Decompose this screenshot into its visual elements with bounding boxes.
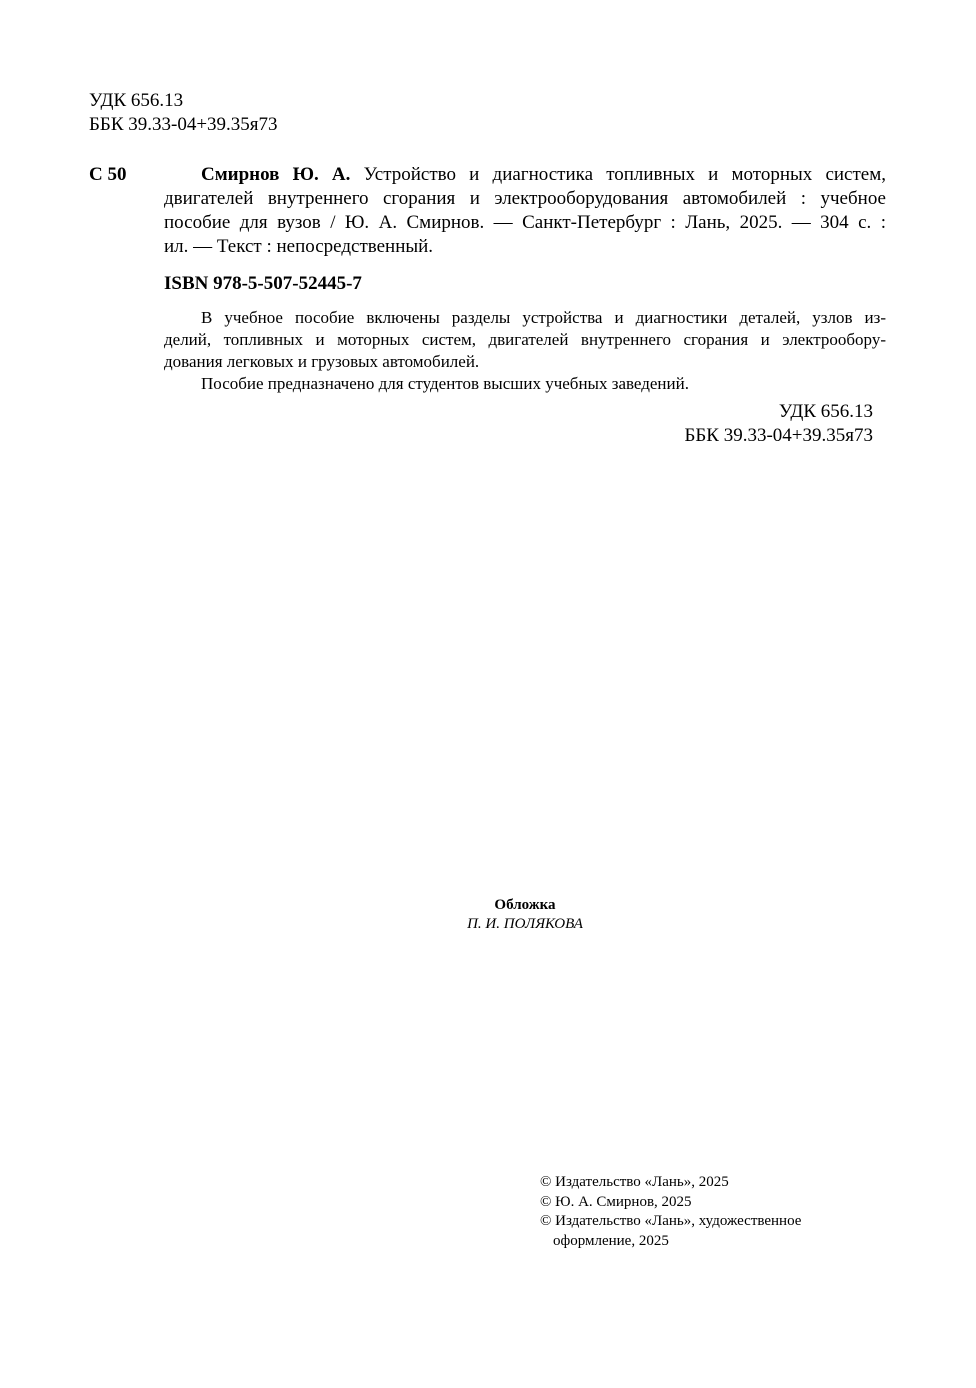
bibliographic-description (164, 163, 886, 259)
copyright-block (540, 1173, 801, 1251)
book-title-start: Устройство и диагностика топливных и моторных систем, (363, 164, 886, 185)
cover-label: Обложка (494, 897, 556, 913)
annotation (164, 307, 886, 395)
bib-line-4: ил. — Текст : непосредственный. (164, 236, 434, 257)
copyright-line-3: © Издательство «Лань», художественное (540, 1213, 802, 1229)
annotation-line-1: В учебное пособие включены разделы устройства и диагностики деталей, узлов из- (201, 308, 886, 327)
author-name: Смирнов Ю. А. (201, 164, 351, 185)
author-mark: С 50 (89, 164, 127, 185)
isbn: ISBN 978-5-507-52445-7 (164, 273, 362, 294)
copyright-line-4: оформление, 2025 (553, 1232, 669, 1249)
bbk-code-right: ББК 39.33-04+39.35я73 (684, 425, 873, 446)
copyright-line-1: © Издательство «Лань», 2025 (540, 1174, 729, 1190)
bib-line-2: двигателей внутреннего сгорания и электрооборудования автомобилей : учебное (164, 188, 886, 209)
bbk-code: ББК 39.33-04+39.35я73 (89, 114, 278, 135)
annotation-line-3: дования легковых и грузовых автомобилей. (164, 352, 480, 371)
bib-line-1 (164, 163, 886, 187)
udk-code-right: УДК 656.13 (778, 401, 873, 422)
annotation-line-2: делий, топливных и моторных систем, двигателей внутреннего сгорания и электрообору- (164, 330, 886, 349)
cover-designer: П. И. ПОЛЯКОВА (467, 916, 583, 932)
bib-line-3: пособие для вузов / Ю. А. Смирнов. — Санкт-Петербург : Лань, 2025. — 304 с. : (164, 212, 886, 233)
annotation-line-4: Пособие предназначено для студентов высших учебных заведений. (201, 374, 689, 393)
copyright-line-2: © Ю. А. Смирнов, 2025 (540, 1193, 692, 1210)
udk-code: УДК 656.13 (89, 90, 184, 111)
